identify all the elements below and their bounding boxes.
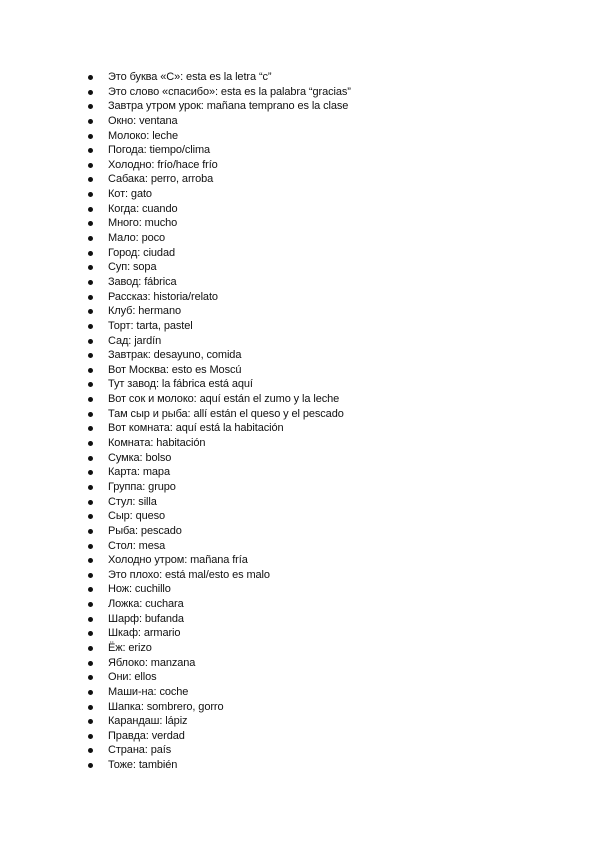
list-item-text: Рассказ: historia/relato bbox=[108, 290, 218, 303]
list-item-text: Они: ellos bbox=[108, 671, 157, 684]
bullet-icon bbox=[88, 397, 93, 402]
bullet-icon bbox=[88, 470, 93, 475]
bullet-icon bbox=[88, 148, 93, 153]
list-item-text: Шарф: bufanda bbox=[108, 612, 184, 625]
list-item-text: Страна: país bbox=[108, 744, 172, 757]
bullet-icon bbox=[88, 631, 93, 636]
list-item bbox=[88, 568, 351, 583]
list-item-text: Маши-на: coche bbox=[108, 685, 189, 698]
list-item bbox=[88, 524, 351, 539]
bullet-icon bbox=[88, 485, 93, 490]
bullet-icon bbox=[88, 207, 93, 212]
bullet-icon bbox=[88, 280, 93, 285]
list-item-text: Ёж: erizo bbox=[108, 641, 152, 654]
list-item bbox=[88, 275, 351, 290]
list-item bbox=[88, 626, 351, 641]
list-item-text: Город: ciudad bbox=[108, 246, 175, 259]
list-item bbox=[88, 129, 351, 144]
bullet-icon bbox=[88, 426, 93, 431]
list-item-text: Погода: tiempo/clima bbox=[108, 144, 211, 157]
list-item bbox=[88, 85, 351, 100]
list-item-text: Кот: gato bbox=[108, 188, 152, 201]
list-item-text: Сад: jardín bbox=[108, 334, 162, 347]
list-item bbox=[88, 407, 351, 422]
list-item bbox=[88, 114, 351, 129]
list-item-text: Ложка: cuchara bbox=[108, 598, 184, 611]
bullet-icon bbox=[88, 324, 93, 329]
list-item-text: Шкаф: armario bbox=[108, 627, 181, 640]
list-item bbox=[88, 465, 351, 480]
list-item bbox=[88, 246, 351, 261]
bullet-icon bbox=[88, 719, 93, 724]
bullet-icon bbox=[88, 646, 93, 651]
bullet-icon bbox=[88, 734, 93, 739]
list-item bbox=[88, 714, 351, 729]
list-item bbox=[88, 158, 351, 173]
list-item-text: Торт: tarta, pastel bbox=[108, 319, 193, 332]
list-item-text: Это буква «С»: esta es la letra “c” bbox=[108, 71, 272, 83]
list-item bbox=[88, 392, 351, 407]
list-item-text: Нож: cuchillo bbox=[108, 583, 171, 596]
list-item-text: Вот сок и молоко: aquí están el zumo y la leche bbox=[108, 393, 340, 406]
list-item-text: Шапка: sombrero, gorro bbox=[108, 700, 224, 713]
list-item-text: Завтра утром урок: mañana temprano es la clase bbox=[108, 100, 349, 113]
list-item bbox=[88, 670, 351, 685]
bullet-icon bbox=[88, 456, 93, 461]
list-item-text: Холодно утром: mañana fría bbox=[108, 554, 248, 567]
bullet-icon bbox=[88, 382, 93, 387]
list-item-text: Мало: poco bbox=[108, 232, 166, 245]
list-item bbox=[88, 451, 351, 466]
bullet-icon bbox=[88, 587, 93, 592]
list-item bbox=[88, 70, 351, 85]
list-item bbox=[88, 231, 351, 246]
list-item bbox=[88, 743, 351, 758]
bullet-icon bbox=[88, 309, 93, 314]
bullet-icon bbox=[88, 177, 93, 182]
list-item-text: Это плохо: está mal/esto es malo bbox=[108, 568, 270, 581]
bullet-icon bbox=[88, 558, 93, 563]
bullet-icon bbox=[88, 221, 93, 226]
bullet-icon bbox=[88, 265, 93, 270]
list-item-text: Карандаш: lápiz bbox=[108, 715, 188, 728]
list-item bbox=[88, 99, 351, 114]
bullet-icon bbox=[88, 119, 93, 124]
bullet-icon bbox=[88, 353, 93, 358]
list-item bbox=[88, 260, 351, 275]
list-item bbox=[88, 509, 351, 524]
list-item-text: Сыр: queso bbox=[108, 510, 166, 523]
list-item bbox=[88, 319, 351, 334]
bullet-icon bbox=[88, 748, 93, 753]
list-item bbox=[88, 216, 351, 231]
list-item bbox=[88, 758, 351, 773]
list-item bbox=[88, 363, 351, 378]
list-item bbox=[88, 143, 351, 158]
bullet-icon bbox=[88, 705, 93, 710]
list-item-text: Рыба: pescado bbox=[108, 524, 182, 537]
vocabulary-list bbox=[88, 70, 351, 773]
list-item-text: Вот комната: aquí está la habitación bbox=[108, 422, 284, 435]
list-item-text: Суп: sopa bbox=[108, 261, 157, 274]
list-item bbox=[88, 582, 351, 597]
list-item bbox=[88, 539, 351, 554]
bullet-icon bbox=[88, 134, 93, 139]
list-item bbox=[88, 480, 351, 495]
list-item bbox=[88, 421, 351, 436]
list-item bbox=[88, 685, 351, 700]
bullet-icon bbox=[88, 763, 93, 768]
list-item bbox=[88, 377, 351, 392]
bullet-icon bbox=[88, 675, 93, 680]
list-item-text: Сабака: perro, arroba bbox=[108, 173, 214, 186]
list-item-text: Завод: fábrica bbox=[108, 275, 177, 288]
list-item-text: Когда: cuando bbox=[108, 202, 178, 215]
list-item-text: Окно: ventana bbox=[108, 114, 178, 127]
bullet-icon bbox=[88, 412, 93, 417]
list-item-text: Карта: mapa bbox=[108, 466, 170, 479]
bullet-icon bbox=[88, 104, 93, 109]
bullet-icon bbox=[88, 529, 93, 534]
bullet-icon bbox=[88, 441, 93, 446]
list-item bbox=[88, 612, 351, 627]
bullet-icon bbox=[88, 544, 93, 549]
bullet-icon bbox=[88, 661, 93, 666]
bullet-icon bbox=[88, 295, 93, 300]
list-item bbox=[88, 656, 351, 671]
list-item-text: Тоже: también bbox=[108, 759, 178, 772]
list-item bbox=[88, 597, 351, 612]
list-item-text: Молоко: leche bbox=[108, 129, 178, 142]
list-item bbox=[88, 304, 351, 319]
list-item-text: Много: mucho bbox=[108, 217, 178, 230]
bullet-icon bbox=[88, 690, 93, 695]
list-item bbox=[88, 187, 351, 202]
list-item-text: Правда: verdad bbox=[108, 729, 185, 742]
list-item-text: Группа: grupo bbox=[108, 480, 176, 493]
list-item bbox=[88, 290, 351, 305]
list-item-text: Стул: silla bbox=[108, 495, 157, 508]
bullet-icon bbox=[88, 236, 93, 241]
list-item bbox=[88, 553, 351, 568]
list-item-text: Холодно: frío/hace frío bbox=[108, 158, 218, 171]
list-item bbox=[88, 495, 351, 510]
list-item bbox=[88, 334, 351, 349]
list-item-text: Завтрак: desayuno, comida bbox=[108, 349, 242, 362]
list-item-text: Это слово «спасибо»: esta es la palabra “gracias” bbox=[108, 85, 351, 98]
list-item bbox=[88, 172, 351, 187]
bullet-icon bbox=[88, 514, 93, 519]
list-item-text: Вот Москва: esto es Moscú bbox=[108, 363, 242, 376]
list-item bbox=[88, 700, 351, 715]
list-item-text: Яблоко: manzana bbox=[108, 656, 196, 669]
list-item-text: Сумка: bolso bbox=[108, 451, 172, 464]
bullet-icon bbox=[88, 500, 93, 505]
bullet-icon bbox=[88, 573, 93, 578]
bullet-icon bbox=[88, 163, 93, 168]
list-item bbox=[88, 202, 351, 217]
bullet-icon bbox=[88, 251, 93, 256]
list-item bbox=[88, 729, 351, 744]
list-item-text: Тут завод: la fábrica está aquí bbox=[108, 378, 253, 391]
list-item-text: Стол: mesa bbox=[108, 539, 166, 552]
bullet-icon bbox=[88, 339, 93, 344]
list-item-text: Клуб: hermano bbox=[108, 305, 181, 318]
list-item bbox=[88, 348, 351, 363]
list-item-text: Комната: habitación bbox=[108, 437, 206, 450]
bullet-icon bbox=[88, 617, 93, 622]
list-item bbox=[88, 436, 351, 451]
bullet-icon bbox=[88, 602, 93, 607]
list-item-text: Там сыр и рыба: allí están el queso y el pescado bbox=[108, 407, 344, 420]
list-item bbox=[88, 641, 351, 656]
bullet-icon bbox=[88, 192, 93, 197]
bullet-icon bbox=[88, 90, 93, 95]
bullet-icon bbox=[88, 368, 93, 373]
bullet-icon bbox=[88, 75, 93, 80]
